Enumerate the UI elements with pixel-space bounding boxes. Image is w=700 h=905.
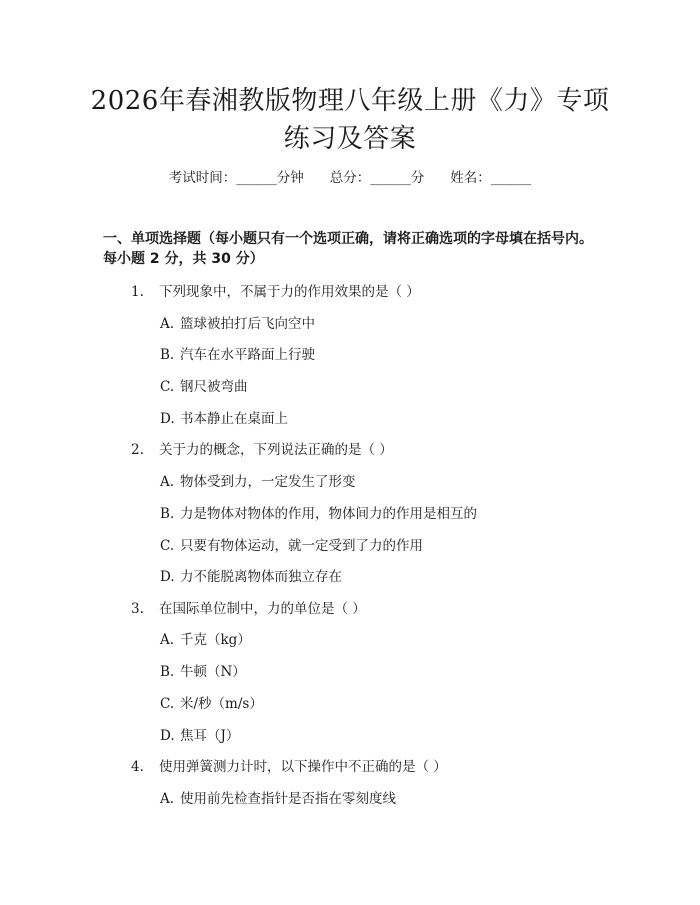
question-number: 1. bbox=[131, 284, 144, 300]
option-letter: B. bbox=[160, 347, 175, 363]
question-text: 关于力的概念，下列说法正确的是（ ） bbox=[159, 442, 393, 458]
option-letter: B. bbox=[160, 506, 175, 522]
exam-time-label: 考试时间：______分钟 bbox=[168, 170, 304, 186]
option-letter: D. bbox=[160, 411, 175, 427]
question-text: 在国际单位制中，力的单位是（ ） bbox=[159, 601, 366, 617]
name-label: 姓名：______ bbox=[450, 170, 532, 186]
option-letter: D. bbox=[160, 569, 175, 585]
document-title-line1: 2026年春湘教版物理八年级上册《力》专项 bbox=[90, 86, 610, 116]
total-score-label: 总分：______分 bbox=[329, 170, 425, 186]
option-text: 汽车在水平路面上行驶 bbox=[180, 347, 315, 363]
option-text: 力不能脱离物体而独立存在 bbox=[180, 569, 342, 585]
option-letter: B. bbox=[160, 664, 175, 680]
option-letter: C. bbox=[160, 538, 175, 554]
question-number: 2. bbox=[131, 442, 144, 458]
option-letter: A. bbox=[160, 632, 175, 648]
option-letter: A. bbox=[160, 316, 175, 332]
question-text: 使用弹簧测力计时，以下操作中不正确的是（ ） bbox=[159, 759, 447, 775]
document-title-line2: 练习及答案 bbox=[283, 124, 417, 154]
section-heading-line2: 每小题 2 分，共 30 分） bbox=[103, 251, 264, 267]
option-text: 物体受到力，一定发生了形变 bbox=[180, 474, 356, 490]
option-text: 钢尺被弯曲 bbox=[180, 379, 248, 395]
option-letter: C. bbox=[160, 696, 175, 712]
option-text: 书本静止在桌面上 bbox=[180, 411, 288, 427]
option-text: 只要有物体运动，就一定受到了力的作用 bbox=[180, 538, 423, 554]
option-text: 牛顿（N） bbox=[180, 664, 246, 680]
question-number: 4. bbox=[131, 759, 144, 775]
question-number: 3. bbox=[131, 601, 144, 617]
option-text: 使用前先检查指针是否指在零刻度线 bbox=[180, 791, 396, 807]
exam-meta-line bbox=[0, 168, 700, 188]
option-letter: A. bbox=[160, 474, 175, 490]
option-text: 篮球被拍打后飞向空中 bbox=[180, 316, 315, 332]
option-text: 米/秒（m/s） bbox=[180, 696, 263, 712]
option-letter: C. bbox=[160, 379, 175, 395]
question-text: 下列现象中，不属于力的作用效果的是（ ） bbox=[159, 284, 420, 300]
option-text: 千克（kg） bbox=[180, 632, 251, 648]
option-text: 焦耳（J） bbox=[180, 728, 240, 744]
section-heading-line1: 一、单项选择题（每小题只有一个选项正确，请将正确选项的字母填在括号内。 bbox=[103, 231, 593, 247]
option-letter: A. bbox=[160, 791, 175, 807]
option-letter: D. bbox=[160, 728, 175, 744]
option-text: 力是物体对物体的作用，物体间力的作用是相互的 bbox=[180, 506, 477, 522]
